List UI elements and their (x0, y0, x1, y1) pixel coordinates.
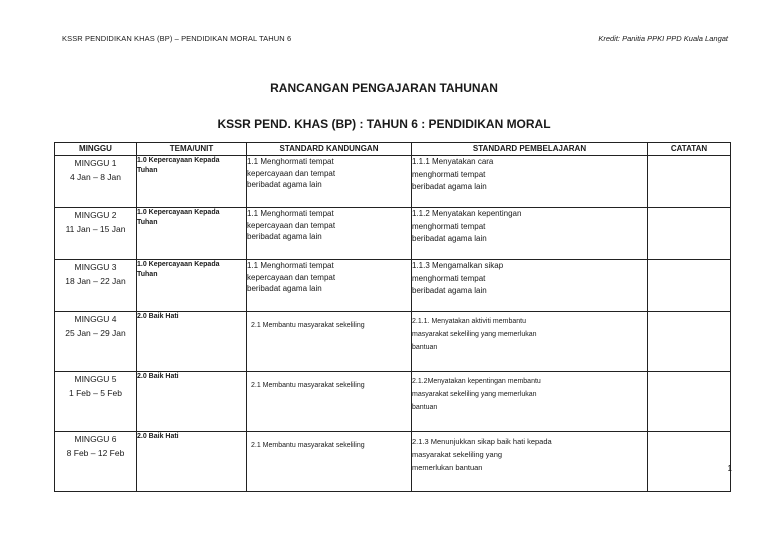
document-header-credit: Kredit: Panitia PPKI PPD Kuala Langat (598, 34, 728, 43)
week-dates: 25 Jan – 29 Jan (65, 328, 126, 338)
table-row (55, 372, 731, 432)
catatan-cell (648, 260, 731, 312)
standard-kandungan-cell: 2.1 Membantu masyarakat sekeliling (247, 432, 412, 492)
week-cell (55, 432, 137, 492)
tema-cell: 2.0 Baik Hati (137, 312, 247, 372)
standard-pembelajaran-cell: 1.1.2 Menyatakan kepentingan menghormati tempat beribadat agama lain (412, 208, 648, 260)
week-cell (55, 260, 137, 312)
page-number: 1 (727, 464, 732, 473)
week-label: MINGGU 1 (74, 158, 117, 168)
week-label: MINGGU 3 (74, 262, 117, 272)
table-header-row (55, 143, 731, 156)
column-header-standard-pembelajaran: STANDARD PEMBELAJARAN (412, 143, 648, 156)
standard-pembelajaran-cell: 2.1.3 Menunjukkan sikap baik hati kepada masyarakat sekeliling yang memerlukan bantuan (412, 432, 648, 492)
table-row (55, 312, 731, 372)
standard-kandungan-cell: 2.1 Membantu masyarakat sekeliling (247, 372, 412, 432)
table-row (55, 260, 731, 312)
week-dates: 11 Jan – 15 Jan (65, 224, 126, 234)
column-header-standard-kandungan: STANDARD KANDUNGAN (247, 143, 412, 156)
standard-kandungan-cell: 1.1 Menghormati tempat kepercayaan dan tempat beribadat agama lain (247, 208, 412, 260)
week-cell (55, 312, 137, 372)
week-cell (55, 156, 137, 208)
catatan-cell (648, 208, 731, 260)
tema-cell: 1.0 Kepercayaan Kepada Tuhan (137, 260, 247, 312)
week-cell (55, 208, 137, 260)
column-header-catatan: CATATAN (648, 143, 731, 156)
table-row (55, 156, 731, 208)
week-dates: 1 Feb – 5 Feb (69, 388, 122, 398)
document-subtitle: KSSR PEND. KHAS (BP) : TAHUN 6 : PENDIDIKAN MORAL (217, 117, 551, 131)
standard-pembelajaran-cell: 1.1.3 Mengamalkan sikap menghormati tempat beribadat agama lain (412, 260, 648, 312)
week-label: MINGGU 2 (74, 210, 117, 220)
week-dates: 8 Feb – 12 Feb (66, 448, 125, 458)
week-cell (55, 372, 137, 432)
catatan-cell (648, 372, 731, 432)
week-dates: 18 Jan – 22 Jan (65, 276, 126, 286)
lesson-plan-table (54, 142, 731, 492)
standard-kandungan-cell: 1.1 Menghormati tempat kepercayaan dan tempat beribadat agama lain (247, 260, 412, 312)
table-row (55, 208, 731, 260)
week-label: MINGGU 4 (74, 314, 117, 324)
standard-pembelajaran-cell: 2.1.1. Menyatakan aktiviti membantu masyarakat sekeliling yang memerlukan bantuan (412, 312, 648, 372)
column-header-minggu: MINGGU (55, 143, 137, 156)
standard-kandungan-cell: 1.1 Menghormati tempat kepercayaan dan tempat beribadat agama lain (247, 156, 412, 208)
catatan-cell (648, 312, 731, 372)
tema-cell: 1.0 Kepercayaan Kepada Tuhan (137, 156, 247, 208)
standard-pembelajaran-cell: 1.1.1 Menyatakan cara menghormati tempat beribadat agama lain (412, 156, 648, 208)
tema-cell: 2.0 Baik Hati (137, 432, 247, 492)
week-dates: 4 Jan – 8 Jan (69, 172, 122, 182)
catatan-cell (648, 432, 731, 492)
table-row (55, 432, 731, 492)
week-label: MINGGU 5 (74, 374, 117, 384)
column-header-tema-unit: TEMA/UNIT (137, 143, 247, 156)
tema-cell: 2.0 Baik Hati (137, 372, 247, 432)
catatan-cell (648, 156, 731, 208)
standard-kandungan-cell: 2.1 Membantu masyarakat sekeliling (247, 312, 412, 372)
standard-pembelajaran-cell: 2.1.2Menyatakan kepentingan membantu masyarakat sekeliling yang memerlukan bantuan (412, 372, 648, 432)
document-title: RANCANGAN PENGAJARAN TAHUNAN (270, 81, 498, 95)
document-header-left: KSSR PENDIDIKAN KHAS (BP) – PENDIDIKAN MORAL TAHUN 6 (62, 34, 292, 43)
tema-cell: 1.0 Kepercayaan Kepada Tuhan (137, 208, 247, 260)
week-label: MINGGU 6 (74, 434, 117, 444)
